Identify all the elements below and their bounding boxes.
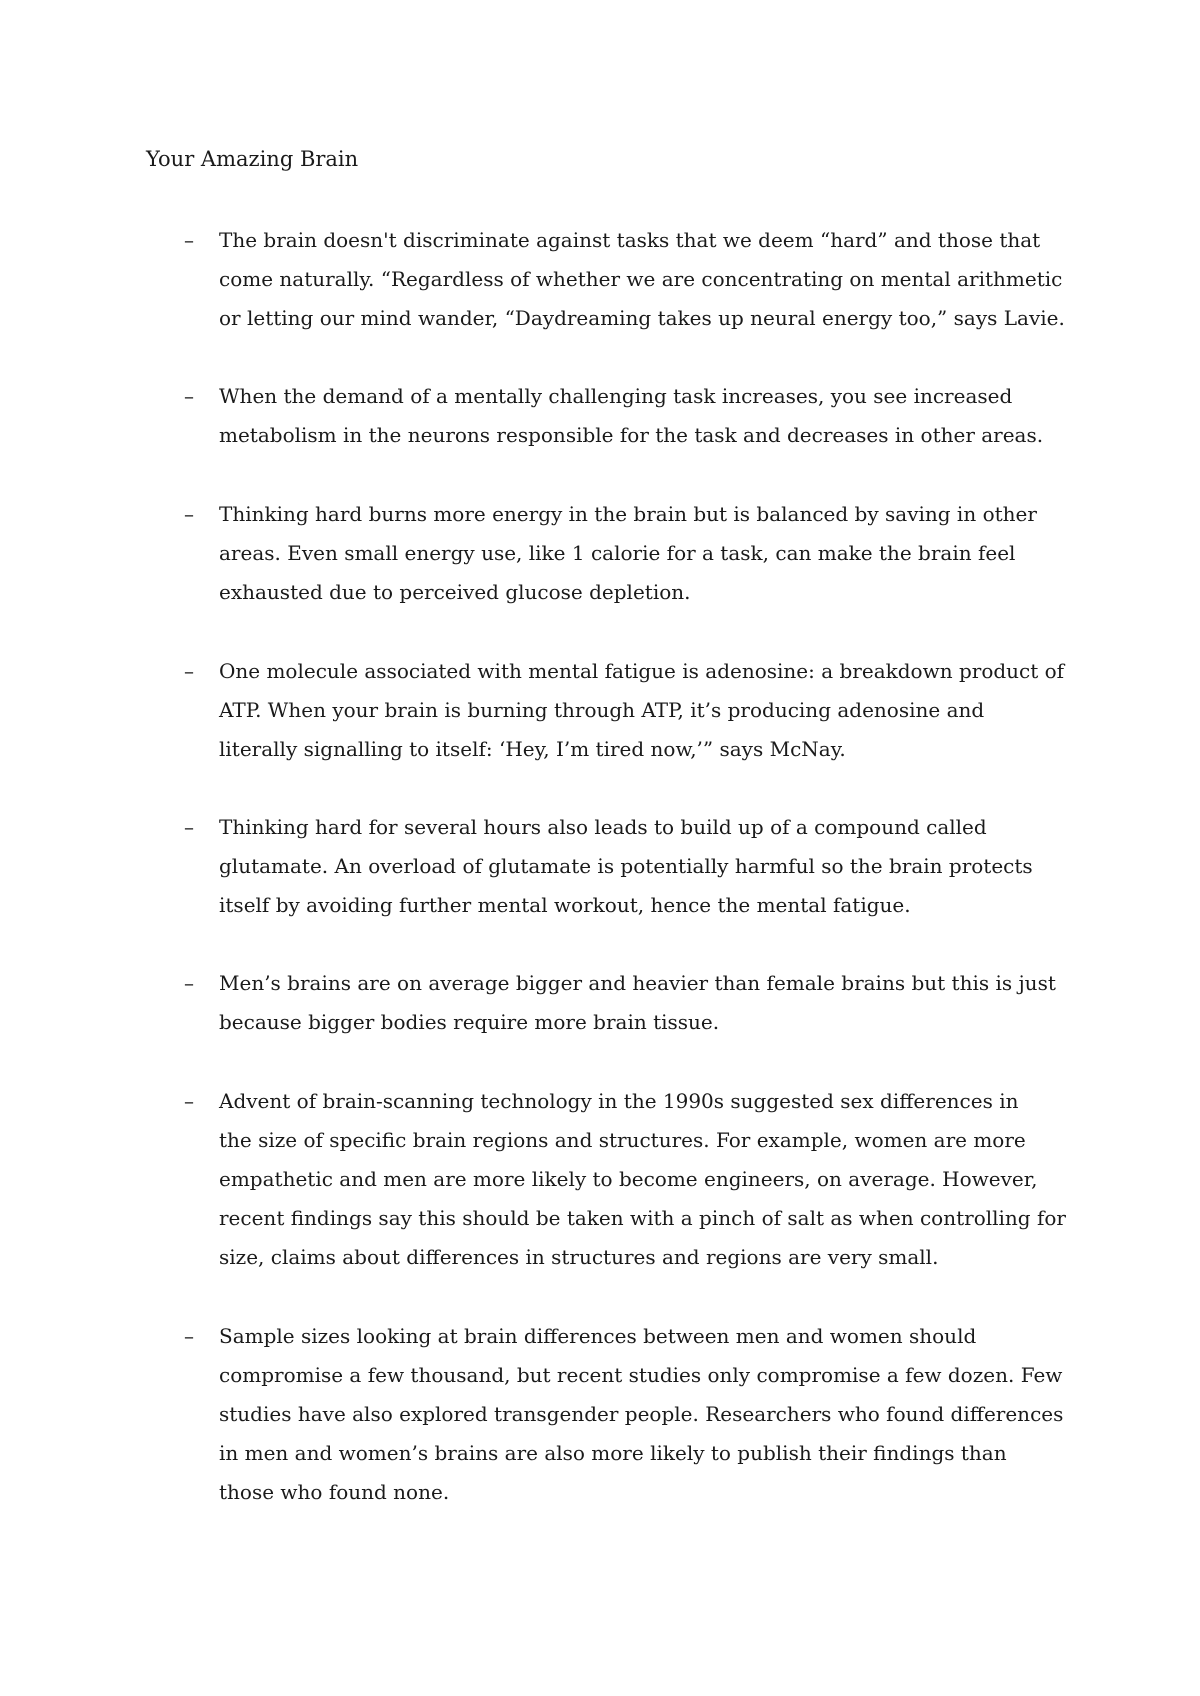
bullet-text [219,808,1069,925]
text-line: areas. Even small energy use, like 1 calorie for a task, can make the brain feel [219,541,1016,565]
bullet-dash: – [184,971,194,995]
text-line: literally signalling to itself: ‘Hey, I’m tired now,’” says McNay. [219,737,846,761]
bullet-text [219,964,1069,1042]
text-line: Thinking hard burns more energy in the brain but is balanced by saving in other [219,502,1037,526]
text-line: One molecule associated with mental fatigue is adenosine: a breakdown product of [219,659,1065,683]
text-line: because bigger bodies require more brain tissue. [219,1010,720,1034]
bullet-dash: – [184,502,194,526]
text-line: empathetic and men are more likely to become engineers, on average. However, [219,1167,1038,1191]
text-line: studies have also explored transgender people. Researchers who found differences [219,1402,1064,1426]
bullet-text [219,495,1069,612]
text-line: metabolism in the neurons responsible for the task and decreases in other areas. [219,423,1044,447]
bullet-dash: – [184,228,194,252]
text-line: in men and women’s brains are also more likely to publish their findings than [219,1441,1007,1465]
bullet-dash: – [184,1089,194,1113]
bullet-text [219,652,1069,769]
bullet-dash: – [184,659,194,683]
text-line: the size of specific brain regions and structures. For example, women are more [219,1128,1026,1152]
text-line: exhausted due to perceived glucose depletion. [219,580,691,604]
text-line: Men’s brains are on average bigger and heavier than female brains but this is just [219,971,1056,995]
bullet-text [219,1317,1069,1512]
text-line: itself by avoiding further mental workout, hence the mental fatigue. [219,893,911,917]
text-line: recent findings say this should be taken with a pinch of salt as when controlling for [219,1206,1066,1230]
text-line: size, claims about differences in structures and regions are very small. [219,1245,939,1269]
text-line: come naturally. “Regardless of whether we are concentrating on mental arithmetic [219,267,1063,291]
bullet-text [219,221,1069,338]
text-line: or letting our mind wander, “Daydreaming takes up neural energy too,” says Lavie. [219,306,1065,330]
bullet-text [219,377,1069,455]
text-line: Sample sizes looking at brain differences between men and women should [219,1324,977,1348]
text-line: compromise a few thousand, but recent studies only compromise a few dozen. Few [219,1363,1063,1387]
bullet-text [219,1082,1069,1277]
text-line: Advent of brain-scanning technology in the 1990s suggested sex differences in [219,1089,1019,1113]
document-title: Your Amazing Brain [146,147,359,171]
text-line: those who found none. [219,1480,450,1504]
text-line: When the demand of a mentally challenging task increases, you see increased [219,384,1013,408]
bullet-dash: – [184,384,194,408]
text-line: Thinking hard for several hours also leads to build up of a compound called [219,815,987,839]
text-line: ATP. When your brain is burning through ATP, it’s producing adenosine and [219,698,985,722]
bullet-dash: – [184,1324,194,1348]
text-line: glutamate. An overload of glutamate is potentially harmful so the brain protects [219,854,1033,878]
text-line: The brain doesn't discriminate against tasks that we deem “hard” and those that [219,228,1041,252]
bullet-dash: – [184,815,194,839]
